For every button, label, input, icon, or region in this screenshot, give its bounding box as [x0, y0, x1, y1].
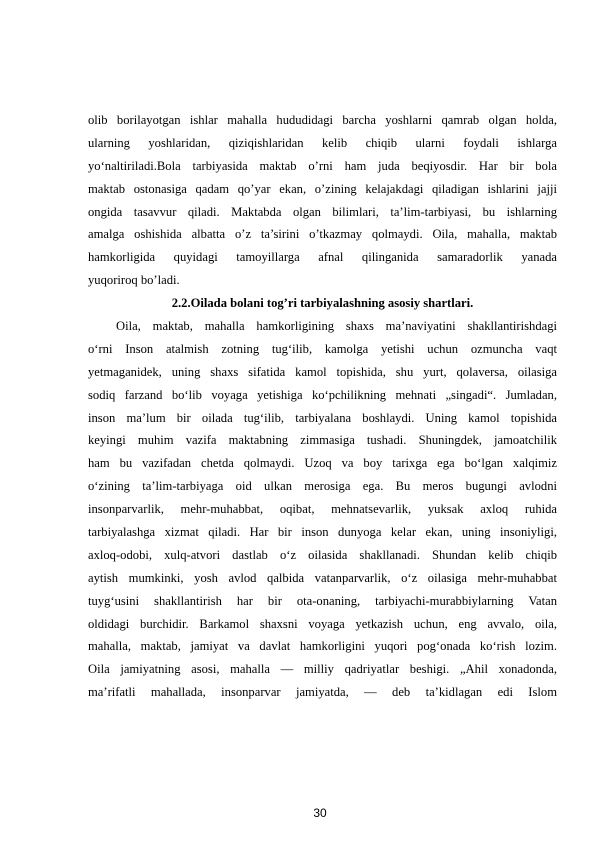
text-line: oldidagi burchidir. Barkamol shaxsni voyaga yetkazish uchun, eng avvalo, oila, — [88, 616, 557, 631]
text-line: ularning yoshlaridan, qiziqishlaridan kelib chiqib ularni foydali ishlarga — [88, 135, 557, 150]
text-line: tarbiyalashga xizmat qiladi. Har bir inson dunyoga kelar ekan, uning insoniyligi, — [88, 525, 557, 540]
text-line: yetmaganidek, uning shaxs sifatida kamol topishida, shu yurt, qolaversa, oilasiga — [88, 364, 557, 379]
text-line: amalga oshishida albatta o’z ta’sirini o’tkazmay qolmaydi. Oila, mahalla, maktab — [88, 227, 557, 242]
text-line: o‘zining ta’lim-tarbiyaga oid ulkan merosiga ega. Bu meros bugungi avlodni — [88, 479, 557, 494]
text-line: Oila jamiyatning asosi, mahalla — milliy qadriyatlar beshigi. „Ahil xonadonda, — [88, 662, 557, 677]
text-line: insonparvarlik, mehr-muhabbat, oqibat, mehnatsevarlik, yuksak axloq ruhida — [88, 502, 557, 517]
text-line: inson ma’lum bir oilada tug‘ilib, tarbiyalana boshlaydi. Uning kamol topishida — [88, 410, 557, 425]
text-line: tuyg‘usini shakllantirish har bir ota-onaning, tarbiyachi-murabbiylarning Vatan — [88, 593, 557, 608]
text-line: aytish mumkinki, yosh avlod qalbida vatanparvarlik, o‘z oilasiga mehr-muhabbat — [88, 570, 557, 585]
text-line: yo‘naltiriladi.Bola tarbiyasida maktab o’rni ham juda beqiyosdir. Har bir bola — [88, 158, 557, 173]
text-line: o‘rni Inson atalmish zotning tug‘ilib, kamolga yetishi uchun ozmuncha vaqt — [88, 341, 557, 356]
page-number: 30 — [313, 806, 327, 820]
text-line: ongida tasavvur qiladi. Maktabda olgan bilimlari, ta’lim-tarbiyasi, bu ishlarning — [88, 204, 557, 219]
text-line: axloq-odobi, xulq-atvori dastlab o‘z oilasida shakllanadi. Shundan kelib chiqib — [88, 547, 557, 562]
text-line: ma’rifatli mahallada, insonparvar jamiyatda, — deb ta’kidlagan edi Islom — [88, 685, 557, 700]
text-line: sodiq farzand bo‘lib voyaga yetishiga ko‘pchilikning mehnati „singadi“. Jumladan, — [88, 387, 557, 402]
text-line: yuqoriroq bo’ladi. — [88, 273, 180, 288]
text-line: mahalla, maktab, jamiyat va davlat hamkorligini yuqori pog‘onada ko‘rish lozim. — [88, 639, 557, 654]
body-text — [88, 109, 557, 704]
text-line: keyingi muhim vazifa maktabning zimmasiga tushadi. Shuningdek, jamoatchilik — [88, 433, 557, 448]
section-heading: 2.2.Oilada bolani tog’ri tarbiyalashning asosiy shartlari. — [171, 296, 474, 311]
text-line: hamkorligida quyidagi tamoyillarga afnal qilinganida samaradorlik yanada — [88, 250, 557, 265]
paragraph-2 — [88, 315, 557, 704]
paragraph-1 — [88, 109, 557, 292]
text-line: Oila, maktab, mahalla hamkorligining shaxs ma’naviyatini shakllantirishdagi — [116, 319, 557, 334]
text-line: maktab ostonasiga qadam qo’yar ekan, o’zining kelajakdagi qiladigan ishlarini jajji — [88, 181, 557, 196]
text-line: olib borilayotgan ishlar mahalla hududidagi barcha yoshlarni qamrab olgan holda, — [88, 113, 557, 127]
text-line: ham bu vazifadan chetda qolmaydi. Uzoq va boy tarixga ega bo‘lgan xalqimiz — [88, 456, 557, 471]
